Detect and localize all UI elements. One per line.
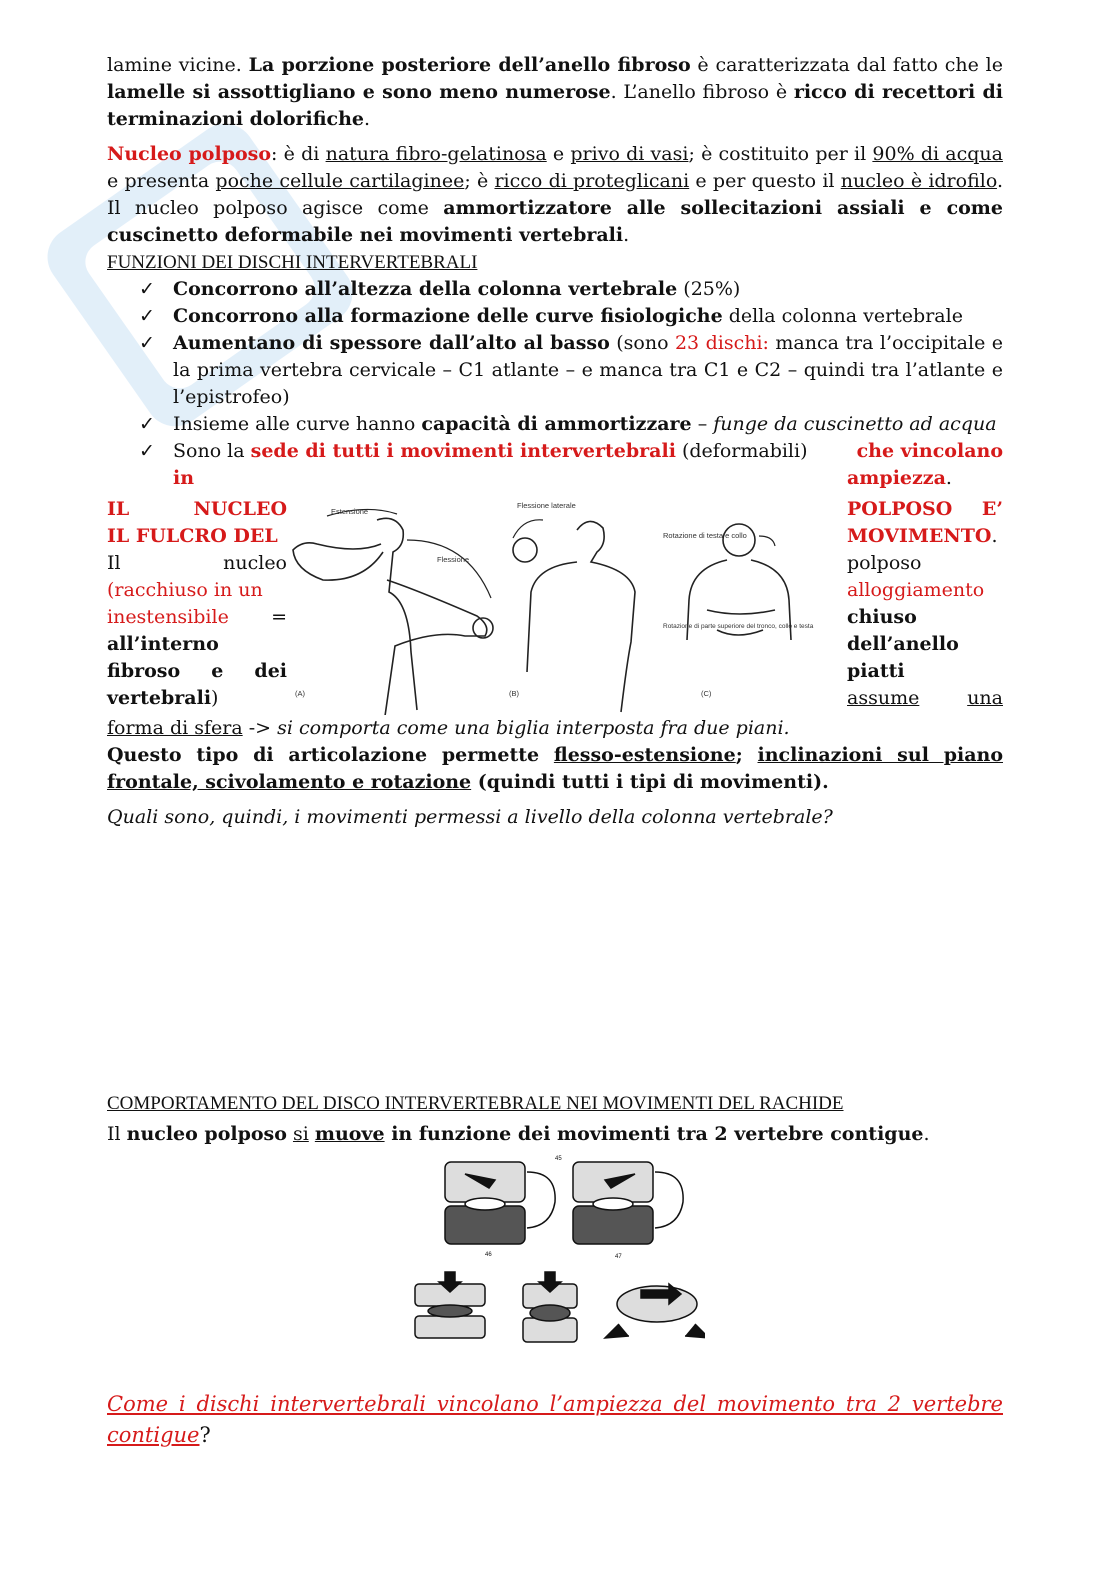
red-bold-text: che vincolano [856, 440, 1003, 462]
list-item [139, 411, 1003, 438]
functions-heading: FUNZIONI DEI DISCHI INTERVERTEBRALI [107, 252, 478, 273]
text: ) [211, 687, 219, 709]
red-text: (racchiuso in un [107, 579, 263, 601]
check-icon: ✓ [139, 440, 155, 462]
question-discs [107, 1389, 1003, 1451]
bold-text: vertebrali [107, 687, 212, 709]
bold-text: Concorrono alla formazione delle curve fisiologiche [173, 305, 723, 327]
text: polposo [847, 552, 922, 574]
text: : è di [271, 143, 326, 165]
bold-text: lamelle si assottigliano e sono meno numerose [107, 81, 611, 103]
underlined-text: una [967, 687, 1003, 709]
underlined-text: nucleo è idrofilo [840, 170, 997, 192]
bold-text: Questo tipo di articolazione permette [107, 744, 554, 766]
list-item [139, 330, 1003, 411]
bold-text: in funzione dei movimenti tra 2 vertebre contigue [384, 1123, 924, 1145]
label-flessione-laterale: Flessione laterale [517, 501, 576, 510]
underlined-text: assume [847, 687, 920, 709]
bold-text: nucleo polposo [126, 1123, 287, 1145]
text: ? [199, 1423, 211, 1447]
bold-text: dell’anello [847, 633, 959, 655]
text: . [364, 108, 371, 130]
bold-text: all’interno [107, 633, 219, 655]
underlined-text: privo di vasi [570, 143, 689, 165]
question-movements: Quali sono, quindi, i movimenti permessi a livello della colonna vertebrale? [107, 806, 833, 828]
text: . [623, 224, 630, 246]
text: e presenta [107, 170, 216, 192]
left-column [107, 496, 287, 712]
paragraph-articolazione [107, 742, 1003, 796]
bold-text: La porzione posteriore dell’anello fibroso [248, 54, 691, 76]
movements-figure [287, 500, 847, 715]
list-item [139, 303, 1003, 330]
text: (deformabili) [675, 440, 808, 462]
list-item [139, 276, 1003, 303]
underlined-bold-text: muove [314, 1123, 385, 1145]
paragraph-nucleo-polposo [107, 141, 1003, 249]
text: – [691, 413, 714, 435]
bold-text: ; [735, 744, 758, 766]
list-line [173, 465, 1003, 492]
text: ; è costituito per il [688, 143, 873, 165]
red-underlined-question: Come i dischi intervertebrali vincolano l’ampiezza del movimento tra 2 vertebre contigue [107, 1392, 1003, 1447]
red-bold-text: in [173, 467, 195, 489]
check-icon: ✓ [139, 278, 155, 300]
disc-behaviour-figure [405, 1154, 705, 1369]
text: . [991, 525, 998, 547]
figure-number: 45 [555, 1156, 562, 1162]
text: e [546, 143, 571, 165]
text: (sono [609, 332, 675, 354]
bold-text: fibroso [107, 660, 181, 682]
text: è caratterizzata dal fatto che le [690, 54, 1003, 76]
red-text: inestensibile [107, 606, 229, 628]
check-icon: ✓ [139, 413, 155, 435]
text: Sono la [173, 440, 251, 462]
functions-list [107, 276, 1003, 492]
check-icon: ✓ [139, 305, 155, 327]
text: Insieme alle curve hanno [173, 413, 422, 435]
underlined-text: natura fibro-gelatinosa [325, 143, 547, 165]
text: . [923, 1123, 930, 1145]
label-flessione: Flessione [437, 555, 470, 564]
bold-text: ammortizzatore alle sollecitazioni assiali e come cuscinetto deformabile nei movimenti vertebrali [107, 197, 1004, 246]
document-page [107, 52, 1003, 1451]
section2-heading: COMPORTAMENTO DEL DISCO INTERVERTEBRALE NEI MOVIMENTI DEL RACHIDE [107, 1093, 844, 1114]
red-bold-text: ampiezza [847, 467, 946, 489]
label-rotazione-tronco: Rotazione di parte superiore del tronco, collo e testa [663, 623, 814, 630]
figure-number: 46 [485, 1252, 492, 1258]
underlined-text: 90% di acqua [872, 143, 1003, 165]
list-item [139, 438, 1003, 492]
text: lamine vicine. [107, 54, 249, 76]
red-text: 23 dischi: [674, 332, 769, 354]
red-text: alloggiamento [847, 579, 985, 601]
red-bold-text: POLPOSO [847, 498, 953, 520]
bold-text: (quindi tutti i tipi di movimenti). [471, 771, 829, 793]
figure-number: 47 [615, 1254, 622, 1260]
text: -> [242, 717, 278, 739]
label-estensione: Estensione [331, 507, 369, 516]
bold-text: Concorrono all’altezza della colonna vertebrale [173, 278, 678, 300]
paragraph-nucleo-movimento [107, 1121, 1003, 1148]
red-bold-text: NUCLEO [193, 498, 287, 520]
underlined-text: si [292, 1123, 309, 1145]
red-bold-text: IL FULCRO DEL [107, 525, 278, 547]
label-a: (A) [295, 689, 305, 698]
label-c: (C) [701, 689, 712, 698]
red-bold-text: sede di tutti i movimenti intervertebrali [250, 440, 676, 462]
bold-text: e [211, 660, 224, 682]
check-icon: ✓ [139, 332, 155, 354]
label-rotazione-testa: Rotazione di testa e collo [663, 531, 747, 540]
paragraph-anello-fibroso [107, 52, 1003, 133]
italic-text: si comporta come una biglia interposta fra due piani. [277, 717, 790, 739]
underlined-text: poche cellule cartilaginee [215, 170, 465, 192]
text: . L’anello fibroso è [610, 81, 794, 103]
underlined-bold-text: inclinazioni sul piano frontale, scivolamento e rotazione [107, 744, 1003, 793]
red-bold-text: MOVIMENTO [847, 525, 992, 547]
bold-text: ricco di recettori di terminazioni dolorifiche [107, 81, 1003, 130]
figure-row [107, 496, 1003, 715]
bold-text: chiuso [847, 606, 917, 628]
text: e per questo il [689, 170, 841, 192]
bold-text: capacità di ammortizzare [421, 413, 692, 435]
red-bold-text: E’ [981, 498, 1003, 520]
bold-text: dei [254, 660, 287, 682]
text: manca tra l’occipitale e la prima vertebra cervicale – C1 atlante – e manca tra C1 e C2 – quindi tra l’atlante e l’epistrofeo) [173, 332, 1003, 408]
underlined-bold-text: flesso-estensione [553, 744, 736, 766]
text: Il [107, 552, 121, 574]
italic-text: funge da cuscinetto ad acqua [713, 413, 997, 435]
bold-text: piatti [847, 660, 905, 682]
continuation-line [107, 715, 1003, 742]
text: = [271, 606, 287, 628]
text: (25%) [677, 278, 741, 300]
underlined-text: forma di sfera [107, 717, 243, 739]
bold-text: Aumentano di spessore dall’alto al basso [173, 332, 610, 354]
red-bold-text: IL [107, 498, 130, 520]
list-line [173, 438, 1003, 465]
underlined-text: ricco di proteglicani [494, 170, 690, 192]
right-column [847, 496, 1003, 712]
text: della colonna vertebrale [722, 305, 963, 327]
text: . Il nucleo polposo agisce come [107, 170, 1003, 219]
section-title: Nucleo polposo [107, 143, 272, 165]
text: ; è [464, 170, 495, 192]
label-b: (B) [509, 689, 519, 698]
text: nucleo [223, 552, 287, 574]
text: Il [107, 1123, 127, 1145]
text: . [945, 467, 952, 489]
